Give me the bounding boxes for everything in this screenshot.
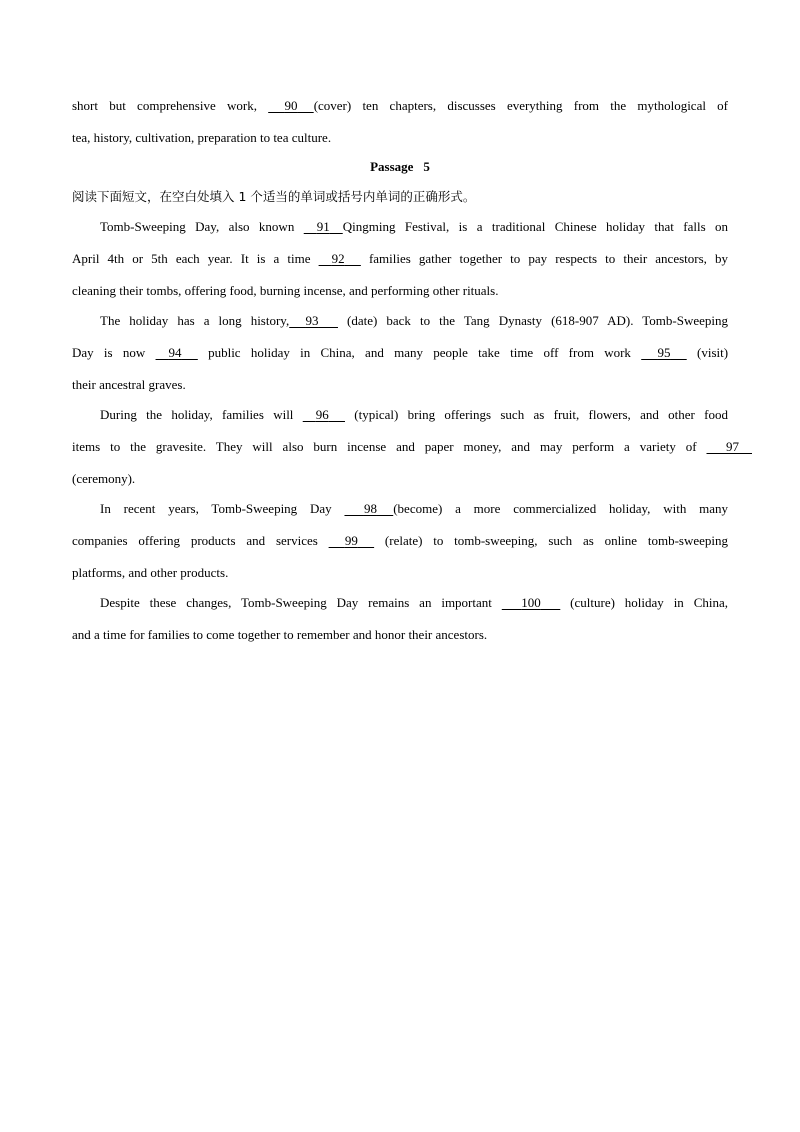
text: The holiday has a long history, xyxy=(100,313,290,328)
blank-number: 90 xyxy=(284,98,298,113)
blank-96[interactable] xyxy=(303,406,345,424)
p1-line-1 xyxy=(100,218,728,236)
blank-number: 99 xyxy=(344,533,358,548)
passage-title-number: 5 xyxy=(423,159,430,174)
blank-97[interactable] xyxy=(707,438,753,456)
p1-line-2 xyxy=(72,250,728,268)
passage-title xyxy=(0,158,800,176)
blank-90[interactable] xyxy=(268,97,314,115)
blank-91[interactable] xyxy=(304,218,343,236)
blank-number: 96 xyxy=(315,407,329,422)
instruction: 阅读下面短文，在空白处填入 1 个适当的单词或括号内单词的正确形式。 xyxy=(72,189,476,204)
p2-line-1 xyxy=(100,312,728,330)
passage-title-word: Passage xyxy=(370,159,414,174)
p3-line-2 xyxy=(72,438,752,456)
text: Despite these changes, Tomb-Sweeping Day remains an important xyxy=(100,595,492,610)
blank-98[interactable] xyxy=(344,500,393,518)
text: During the holiday, families will xyxy=(100,407,294,422)
blank-100[interactable] xyxy=(502,594,561,612)
text: Qingming Festival, is a traditional Chinese holiday that falls on xyxy=(342,219,729,234)
text: public holiday in China, and many people take time off from work xyxy=(208,345,631,360)
text: (cover) ten chapters, discusses everything from the mythological of xyxy=(313,98,729,113)
text: companies offering products and services xyxy=(72,533,318,548)
blank-99[interactable] xyxy=(329,532,375,550)
text: families gather together to pay respects to their ancestors, by xyxy=(368,251,728,266)
p4-line-3: platforms, and other products. xyxy=(72,565,229,580)
text: (become) a more commercialized holiday, with many xyxy=(393,501,729,516)
blank-number: 91 xyxy=(316,219,330,234)
text: Tomb-Sweeping Day, also known xyxy=(100,219,295,234)
p2-line-3: their ancestral graves. xyxy=(72,377,186,392)
text: (culture) holiday in China, xyxy=(570,595,728,610)
p5-line-1 xyxy=(100,594,728,612)
p1-line-3: cleaning their tombs, offering food, burning incense, and performing other rituals. xyxy=(72,283,499,298)
blank-95[interactable] xyxy=(641,344,687,362)
text: In recent years, Tomb-Sweeping Day xyxy=(100,501,332,516)
p3-line-1 xyxy=(100,406,728,424)
blank-94[interactable] xyxy=(156,344,198,362)
p4-line-1 xyxy=(100,500,728,518)
prev-passage-line-2: tea, history, cultivation, preparation to tea culture. xyxy=(72,130,332,145)
text: short but comprehensive work, xyxy=(72,98,257,113)
text: April 4th or 5th each year. It is a time xyxy=(72,251,311,266)
text: Day is now xyxy=(72,345,146,360)
text: items to the gravesite. They will also burn incense and paper money, and may perform a variety of xyxy=(72,439,697,454)
blank-92[interactable] xyxy=(319,250,361,268)
blank-number: 95 xyxy=(657,345,671,360)
text: (date) back to the Tang Dynasty (618-907 AD). Tomb-Sweeping xyxy=(347,313,729,328)
blank-number: 94 xyxy=(168,345,182,360)
text: (visit) xyxy=(697,345,729,360)
blank-number: 98 xyxy=(363,501,377,516)
p5-line-2: and a time for families to come together to remember and honor their ancestors. xyxy=(72,627,488,642)
p4-line-2 xyxy=(72,532,728,550)
prev-passage-line-1 xyxy=(72,97,728,115)
text: (typical) bring offerings such as fruit, flowers, and other food xyxy=(354,407,729,422)
p3-line-3: (ceremony). xyxy=(72,471,136,486)
text: (relate) to tomb-sweeping, such as online tomb-sweeping xyxy=(384,533,729,548)
blank-number: 93 xyxy=(305,313,319,328)
blank-number: 97 xyxy=(726,439,739,454)
p2-line-2 xyxy=(72,344,728,362)
blank-number: 92 xyxy=(331,251,345,266)
blank-number: 100 xyxy=(521,595,541,610)
blank-93[interactable] xyxy=(289,312,338,330)
